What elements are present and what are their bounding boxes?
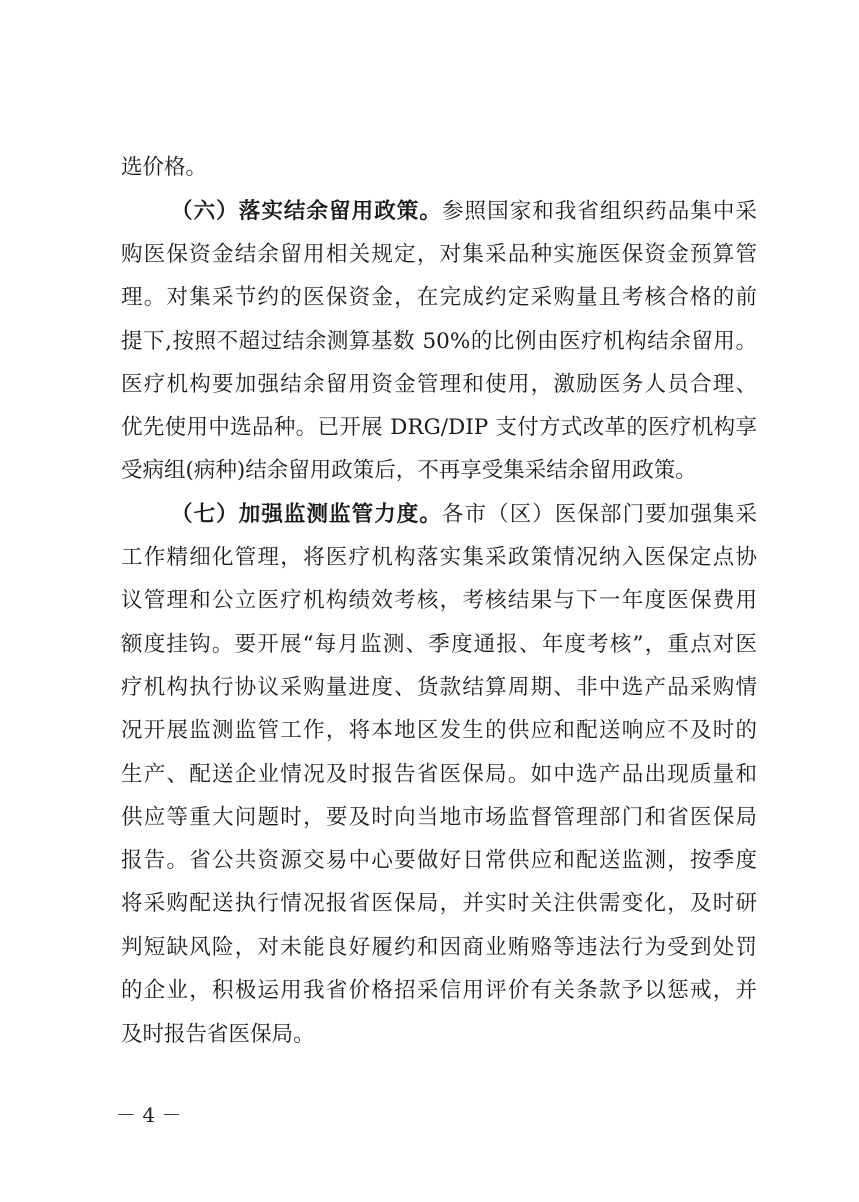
text-line: 判短缺风险，对未能良好履约和因商业贿赂等违法行为受到处罚 — [121, 935, 757, 960]
section-heading-7: （七）加强监测监管力度。 — [171, 502, 442, 527]
text-line: 疗机构执行协议采购量进度、货款结算周期、非中选产品采购情 — [121, 675, 757, 700]
text-line: 优先使用中选品种。已开展 DRG/DIP 支付方式改革的医疗机构享 — [121, 415, 757, 440]
text-line: 额度挂钩。要开展“每月监测、季度通报、年度考核”，重点对医 — [121, 632, 757, 657]
text-line: 选价格。 — [121, 155, 208, 180]
text-line: 购医保资金结余留用相关规定，对集采品种实施医保资金预算管 — [121, 242, 757, 267]
text-line: 将采购配送执行情况报省医保局，并实时关注供需变化，及时研 — [121, 891, 757, 916]
text-line: 受病组(病种)结余留用政策后，不再享受集采结余留用政策。 — [121, 458, 697, 483]
text-line: 的企业，积极运用我省价格招采信用评价有关条款予以惩戒，并 — [121, 978, 757, 1003]
text-line: 报告。省公共资源交易中心要做好日常供应和配送监测，按季度 — [121, 848, 757, 873]
text-line: 提下,按照不超过结余测算基数 50%的比例由医疗机构结余留用。 — [121, 329, 757, 354]
text-line: 况开展监测监管工作，将本地区发生的供应和配送响应不及时的 — [121, 718, 757, 743]
section-heading-6: （六）落实结余留用政策。 — [171, 199, 442, 224]
paragraph-6-first-line — [171, 197, 757, 227]
text-span: 各市（区）医保部门要加强集采 — [441, 502, 757, 527]
page-number: － 4 － — [116, 1103, 182, 1127]
text-line: 工作精细化管理，将医疗机构落实集采政策情况纳入医保定点协 — [121, 545, 757, 570]
text-line: 医疗机构要加强结余留用资金管理和使用，激励医务人员合理、 — [121, 372, 757, 397]
text-line: 及时报告省医保局。 — [121, 1022, 315, 1047]
text-span: 参照国家和我省组织药品集中采 — [441, 199, 757, 224]
text-line: 理。对集采节约的医保资金，在完成约定采购量且考核合格的前 — [121, 285, 757, 310]
text-line: 生产、配送企业情况及时报告省医保局。如中选产品出现质量和 — [121, 762, 757, 787]
text-line: 议管理和公立医疗机构绩效考核，考核结果与下一年度医保费用 — [121, 588, 757, 613]
text-line: 供应等重大问题时，要及时向当地市场监督管理部门和省医保局 — [121, 805, 757, 830]
paragraph-7-first-line — [171, 500, 757, 530]
